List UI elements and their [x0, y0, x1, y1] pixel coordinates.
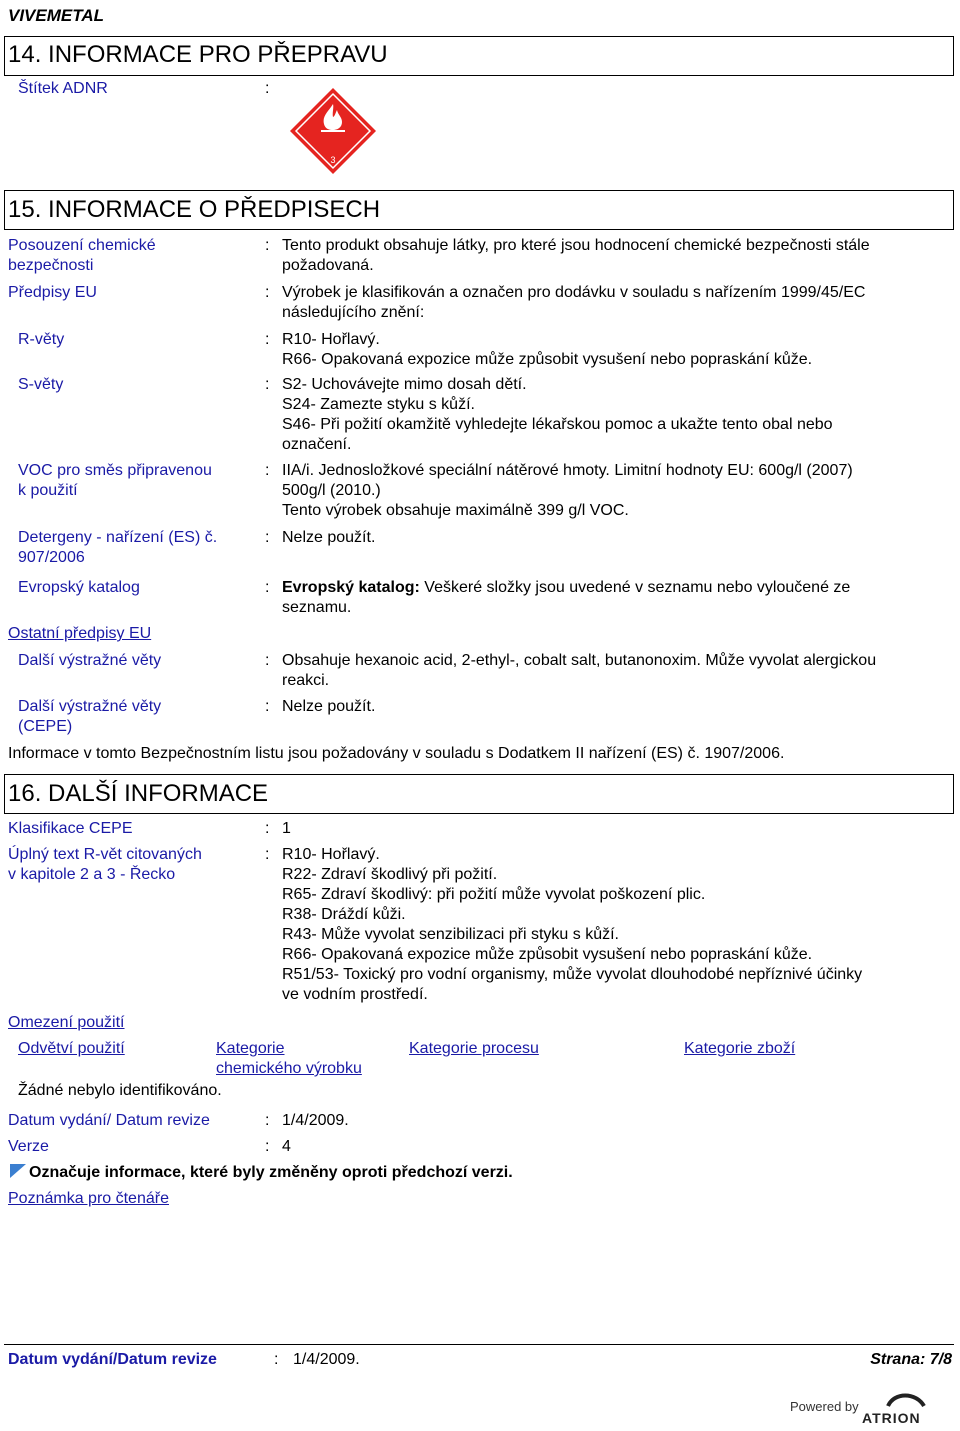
hazard-class-number: 3	[330, 155, 336, 165]
company-name: VIVEMETAL	[8, 6, 105, 25]
section-16-title: 16. DALŠÍ INFORMACE	[8, 780, 269, 807]
voc-label: VOC pro směs připravenou k použití	[18, 462, 212, 499]
usage-none: Žádné nebylo identifikováno.	[18, 1082, 222, 1099]
footer-date-colon: :	[274, 1351, 279, 1368]
chem-safety-value: Tento produkt obsahuje látky, pro které jsou hodnocení chemické bezpečnosti stále požadovaná.	[282, 237, 870, 274]
r-phrases-label: R-věty	[18, 331, 65, 348]
version-label: Verze	[8, 1138, 49, 1155]
issue-date-value: 1/4/2009.	[282, 1112, 349, 1129]
footer-rule	[4, 1344, 954, 1345]
adnr-label: Štítek ADNR	[18, 80, 108, 97]
flame-hazard-diamond-icon	[288, 86, 378, 176]
additional-warnings-label: Další výstražné věty	[18, 652, 162, 669]
chem-safety-colon: :	[265, 237, 270, 254]
footer-date-label: Datum vydání/Datum revize	[8, 1351, 217, 1368]
usage-restrictions-heading: Omezení použití	[8, 1014, 125, 1031]
eu-catalogue-value: Evropský katalog: Veškeré složky jsou uvedené v seznamu nebo vyloučené ze seznamu.	[282, 579, 851, 616]
change-note: Označuje informace, které byly změněny oproti předchozí verzi.	[29, 1164, 513, 1181]
cepe-warnings-value: Nelze použít.	[282, 698, 376, 715]
s-phrases-label: S-věty	[18, 376, 64, 393]
footer-date-value: 1/4/2009.	[293, 1351, 360, 1368]
cepe-classification-colon: :	[265, 820, 270, 837]
eu-catalogue-label: Evropský katalog	[18, 579, 140, 596]
voc-value: IIA/i. Jednosložkové speciální nátěrové hmoty. Limitní hodnoty EU: 600g/l (2007) 500g/l (2010.) Tento výrobek obsahuje maximálně 399 g/l VOC.	[282, 462, 853, 519]
detergents-label: Detergeny - nařízení (ES) č. 907/2006	[18, 529, 218, 566]
version-colon: :	[265, 1138, 270, 1155]
r-phrases-value: R10- Hořlavý. R66- Opakovaná expozice může způsobit vysušení nebo popraskání kůže.	[282, 331, 813, 368]
cepe-classification-value: 1	[282, 820, 291, 837]
voc-colon: :	[265, 462, 270, 479]
eu-regs-label: Předpisy EU	[8, 284, 97, 301]
product-category-column: Kategorie chemického výrobku	[216, 1040, 362, 1077]
revision-marker-icon	[9, 1163, 27, 1179]
eu-regs-colon: :	[265, 284, 270, 301]
s-phrases-colon: :	[265, 376, 270, 393]
eu-catalogue-colon: :	[265, 579, 270, 596]
other-eu-regs-heading: Ostatní předpisy EU	[8, 625, 152, 642]
r-phrases-fulltext-label: Úplný text R-vět citovaných v kapitole 2 a 3 - Řecko	[8, 846, 202, 883]
cepe-warnings-colon: :	[265, 698, 270, 715]
atrion-logo-text: ATRION	[862, 1410, 921, 1426]
chem-safety-label: Posouzení chemické bezpečnosti	[8, 237, 156, 274]
detergents-colon: :	[265, 529, 270, 546]
process-category-column: Kategorie procesu	[409, 1040, 539, 1057]
cepe-warnings-label: Další výstražné věty (CEPE)	[18, 698, 162, 735]
additional-warnings-colon: :	[265, 652, 270, 669]
version-value: 4	[282, 1138, 291, 1155]
r-phrases-fulltext-colon: :	[265, 846, 270, 863]
footer-page-number: Strana: 7/8	[870, 1351, 952, 1368]
adnr-colon: :	[265, 80, 270, 97]
powered-by-text: Powered by	[790, 1399, 859, 1414]
issue-date-label: Datum vydání/ Datum revize	[8, 1112, 210, 1129]
section-14-title: 14. INFORMACE PRO PŘEPRAVU	[8, 41, 388, 68]
reader-note-heading: Poznámka pro čtenáře	[8, 1190, 169, 1207]
r-phrases-fulltext-value: R10- Hořlavý. R22- Zdraví škodlivý při požití. R65- Zdraví škodlivý: při požití může vyvolat poškození plic. R38- Dráždí kůži. R43- Může vyvolat senzibilizaci při styku s kůží. R66- Opakovaná expozice může způsobit vysušení nebo popraskání kůže. R51/53- Toxický pro vodní organismy, může vyvolat dlouhodobé nepříznivé účinky ve vodním prostředí.	[282, 846, 863, 1003]
additional-warnings-value: Obsahuje hexanoic acid, 2-ethyl-, cobalt salt, butanonoxim. Může vyvolat alergickou reakci.	[282, 652, 877, 689]
eu-regs-value: Výrobek je klasifikován a označen pro dodávku v souladu s nařízením 1999/45/EC následujícího znění:	[282, 284, 866, 321]
issue-date-colon: :	[265, 1112, 270, 1129]
section-15-title: 15. INFORMACE O PŘEDPISECH	[8, 196, 381, 223]
r-phrases-colon: :	[265, 331, 270, 348]
cepe-classification-label: Klasifikace CEPE	[8, 820, 133, 837]
usage-sector-column: Odvětví použití	[18, 1040, 125, 1057]
detergents-value: Nelze použít.	[282, 529, 376, 546]
s-phrases-value: S2- Uchovávejte mimo dosah dětí. S24- Zamezte styku s kůží. S46- Při požití okamžitě vyhledejte lékařskou pomoc a ukažte tento obal nebo označení.	[282, 376, 833, 453]
regulation-note: Informace v tomto Bezpečnostním listu jsou požadovány v souladu s Dodatkem II nařízení (ES) č. 1907/2006.	[8, 745, 785, 762]
goods-category-column: Kategorie zboží	[684, 1040, 796, 1057]
